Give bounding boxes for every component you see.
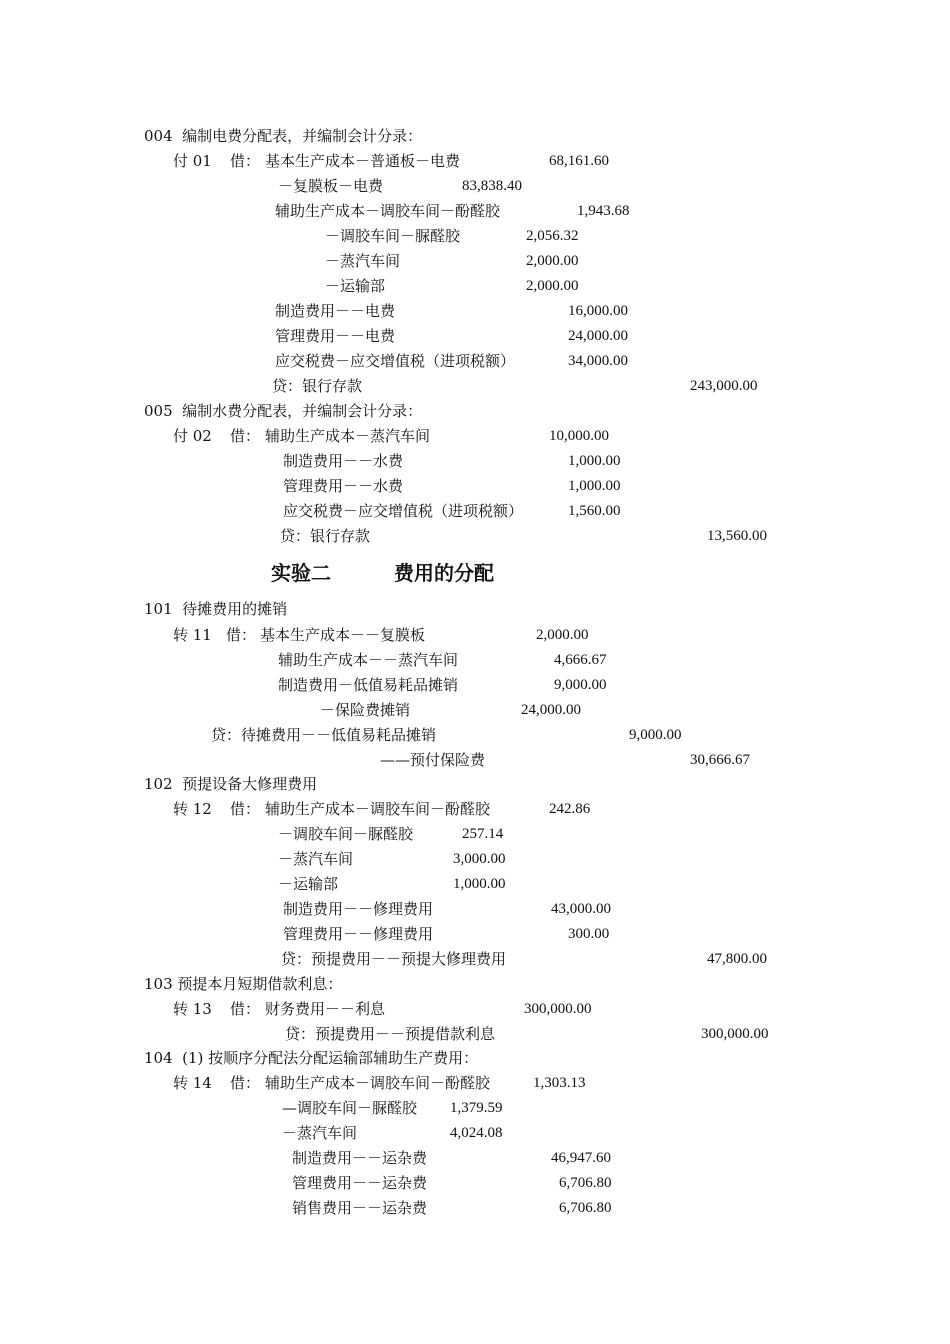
entry-amount: 46,947.60: [551, 1150, 611, 1166]
credit-account: 贷：预提费用－－预提大修理费用: [281, 950, 507, 968]
entry-account: 辅助生产成本－调胶车间－酚醛胶: [275, 202, 501, 220]
voucher-number: 付 01: [173, 152, 212, 170]
entry-amount: 68,161.60: [549, 153, 609, 169]
entry-account: 应交税费－应交增值税（进项税额）: [283, 502, 524, 520]
credit-account: 贷：预提费用－－预提借款利息: [285, 1025, 496, 1043]
entry-account: 辅助生产成本－－蒸汽车间: [278, 651, 459, 669]
entry-account: 管理费用－－水费: [283, 477, 404, 495]
entry-account: －运输部: [278, 875, 339, 893]
entry-amount: 2,000.00: [526, 278, 579, 294]
entry-amount: 6,706.80: [559, 1200, 612, 1216]
section-104-title: 104 (1) 按顺序分配法分配运输部辅助生产费用：: [144, 1049, 479, 1067]
credit-amount: 13,560.00: [707, 528, 767, 544]
entry-account: 基本生产成本－－复膜板: [260, 626, 426, 644]
entry-account: 应交税费－应交增值税（进项税额）: [275, 352, 516, 370]
entry-amount: 6,706.80: [559, 1175, 612, 1191]
entry-account: 制造费用－低值易耗品摊销: [278, 676, 459, 694]
credit-amount: 47,800.00: [707, 951, 767, 967]
entry-amount: 242.86: [549, 801, 591, 817]
entry-account: 管理费用－－修理费用: [283, 925, 434, 943]
entry-amount: 10,000.00: [549, 428, 609, 444]
voucher-number: 转 13: [173, 1000, 212, 1018]
entry-amount: 4,666.67: [554, 652, 607, 668]
entry-account: 制造费用－－水费: [283, 452, 404, 470]
section-103-title: 103 预提本月短期借款利息：: [144, 975, 343, 993]
entry-account: 制造费用－－运杂费: [292, 1149, 428, 1167]
entry-amount: 1,943.68: [577, 203, 630, 219]
entry-account: －蒸汽车间: [325, 252, 401, 270]
entry-account: －蒸汽车间: [282, 1124, 358, 1142]
entry-account: 管理费用－－运杂费: [292, 1174, 428, 1192]
entry-amount: 2,056.32: [526, 228, 579, 244]
entry-account: －保险费摊销: [320, 701, 411, 719]
credit-account: 贷：银行存款: [280, 527, 371, 545]
section-005-title: 005 编制水费分配表，并编制会计分录：: [144, 402, 423, 420]
entry-amount: 34,000.00: [568, 353, 628, 369]
entry-amount: 300,000.00: [524, 1001, 592, 1017]
debit-label: 借：: [230, 1000, 261, 1018]
experiment-heading-title: 费用的分配: [394, 561, 494, 585]
entry-amount: 1,000.00: [568, 478, 621, 494]
credit-account: 贷：待摊费用－－低值易耗品摊销: [211, 726, 437, 744]
entry-account: 制造费用－－电费: [275, 302, 396, 320]
voucher-number: 付 02: [173, 427, 212, 445]
entry-amount: 300.00: [568, 926, 610, 942]
entry-account: －运输部: [325, 277, 386, 295]
voucher-number: 转 14: [173, 1074, 212, 1092]
entry-account: —调胶车间－脲醛胶: [282, 1099, 418, 1117]
debit-label: 借：: [230, 152, 261, 170]
debit-label: 借：: [230, 1074, 261, 1092]
entry-amount: 2,000.00: [526, 253, 579, 269]
debit-label: 借：: [230, 800, 261, 818]
section-004-title: 004 编制电费分配表，并编制会计分录：: [144, 127, 423, 145]
entry-amount: 1,303.13: [533, 1075, 586, 1091]
section-102-title: 102 预提设备大修理费用: [144, 775, 318, 793]
entry-account: 制造费用－－修理费用: [283, 900, 434, 918]
entry-account: 辅助生产成本－蒸汽车间: [265, 427, 431, 445]
entry-amount: 1,379.59: [450, 1100, 503, 1116]
entry-account: 财务费用－－利息: [265, 1000, 386, 1018]
entry-amount: 1,000.00: [568, 453, 621, 469]
entry-amount: 4,024.08: [450, 1125, 503, 1141]
credit-amount: 243,000.00: [690, 378, 758, 394]
entry-account: －复膜板－电费: [278, 177, 384, 195]
entry-amount: 2,000.00: [536, 627, 589, 643]
entry-account: 辅助生产成本－调胶车间－酚醛胶: [265, 1074, 491, 1092]
entry-account: 辅助生产成本－调胶车间－酚醛胶: [265, 800, 491, 818]
entry-account: 销售费用－－运杂费: [292, 1199, 428, 1217]
experiment-heading-number: 实验二: [271, 561, 331, 585]
entry-account: 基本生产成本－普通板－电费: [265, 152, 461, 170]
entry-amount: 24,000.00: [568, 328, 628, 344]
credit-amount: 30,666.67: [690, 752, 750, 768]
entry-amount: 3,000.00: [453, 851, 506, 867]
voucher-number: 转 12: [173, 800, 212, 818]
entry-amount: 257.14: [462, 826, 504, 842]
credit-account: ——预付保险费: [380, 751, 486, 769]
entry-amount: 43,000.00: [551, 901, 611, 917]
section-101-title: 101 待摊费用的摊销: [144, 600, 288, 618]
entry-amount: 1,000.00: [453, 876, 506, 892]
debit-label: 借：: [226, 626, 257, 644]
credit-amount: 300,000.00: [701, 1026, 769, 1042]
credit-account: 贷：银行存款: [272, 377, 363, 395]
entry-amount: 1,560.00: [568, 503, 621, 519]
voucher-number: 转 11: [173, 626, 212, 644]
entry-account: 管理费用－－电费: [275, 327, 396, 345]
entry-amount: 9,000.00: [554, 677, 607, 693]
entry-amount: 83,838.40: [462, 178, 522, 194]
debit-label: 借：: [230, 427, 261, 445]
entry-amount: 16,000.00: [568, 303, 628, 319]
entry-amount: 24,000.00: [521, 702, 581, 718]
credit-amount: 9,000.00: [629, 727, 682, 743]
entry-account: －调胶车间－脲醛胶: [325, 227, 461, 245]
entry-account: －调胶车间－脲醛胶: [278, 825, 414, 843]
entry-account: －蒸汽车间: [278, 850, 354, 868]
